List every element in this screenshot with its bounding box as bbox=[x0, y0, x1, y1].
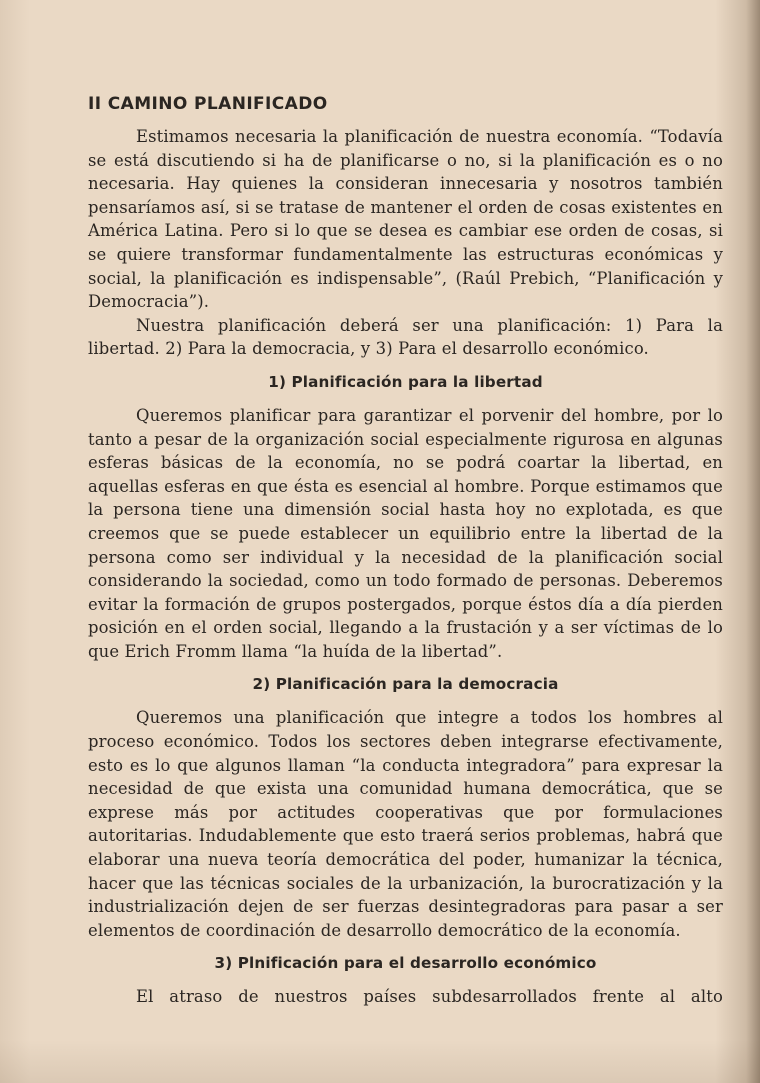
section-body-democracia: Queremos una planificación que integre a todos los hombres al proceso económico. Todos los sectores deben integrarse efectivamente, esto es lo que algunos llaman “la conducta integradora” para expresar la necesidad de que exista una comunidad humana democrática, que se exprese más por actitudes cooperativas que por formulaciones autoritarias. Indudablemente que esto traerá serios problemas, habrá que elaborar una nueva teoría democrática del poder, humanizar la técnica, hacer que las técnicas sociales de la urbanización, la burocratización y la industrialización dejen de ser fuerzas desintegradoras para pasar a ser elementos de coordinación de desarrollo democrático de la economía. bbox=[88, 708, 723, 940]
section-heading-desarrollo: 3) Plnificación para el desarrollo económico bbox=[214, 954, 597, 973]
intro-paragraph-2: Nuestra planificación deberá ser una planificación: 1) Para la libertad. 2) Para la democracia, y 3) Para el desarrollo económico. bbox=[88, 315, 723, 359]
section-body-libertad: Queremos planificar para garantizar el porvenir del hombre, por lo tanto a pesar de la organización social especialmente rigurosa en algunas esferas básicas de la economía, no se podrá coartar la libertad, en aquellas esferas en que ésta es esencial al hombre. Porque estimamos que la persona tiene una dimensión social hasta hoy no explotada, es que creemos que se puede establecer un equilibrio entre la libertad de la persona como ser individual y la necesidad de la planificación social considerando la sociedad, como un todo formado de personas. Deberemos evitar la formación de grupos postergados, porque éstos día a día pierden posición en el orden social, llegando a la frustación y a ser víctimas de lo que Erich Fromm llama “la huída de la libertad”. bbox=[88, 405, 723, 661]
section-body-desarrollo: El atraso de nuestros países subdesarrollados frente al alto bbox=[136, 987, 723, 1007]
section-heading-libertad: 1) Planificación para la libertad bbox=[268, 372, 543, 391]
chapter-title: II CAMINO PLANIFICADO bbox=[88, 94, 328, 114]
intro-paragraph-1: Estimamos necesaria la planificación de nuestra economía. “Todavía se está discutiendo si ha de planificarse o no, si la planificación es o no necesaria. Hay quienes la consideran innecesaria y nosotros también pensaríamos así, si se tratase de mantener el orden de cosas existentes en América Latina. Pero si lo que se desea es cambiar ese orden de cosas, si se quiere transformar fundamentalmente las estructuras económicas y social, la planificación es indispensable”, (Raúl Prebich, “Planificación y Democracia”). bbox=[88, 127, 723, 312]
page-text bbox=[88, 92, 723, 1009]
section-heading-democracia: 2) Planificación para la democracia bbox=[252, 675, 559, 694]
